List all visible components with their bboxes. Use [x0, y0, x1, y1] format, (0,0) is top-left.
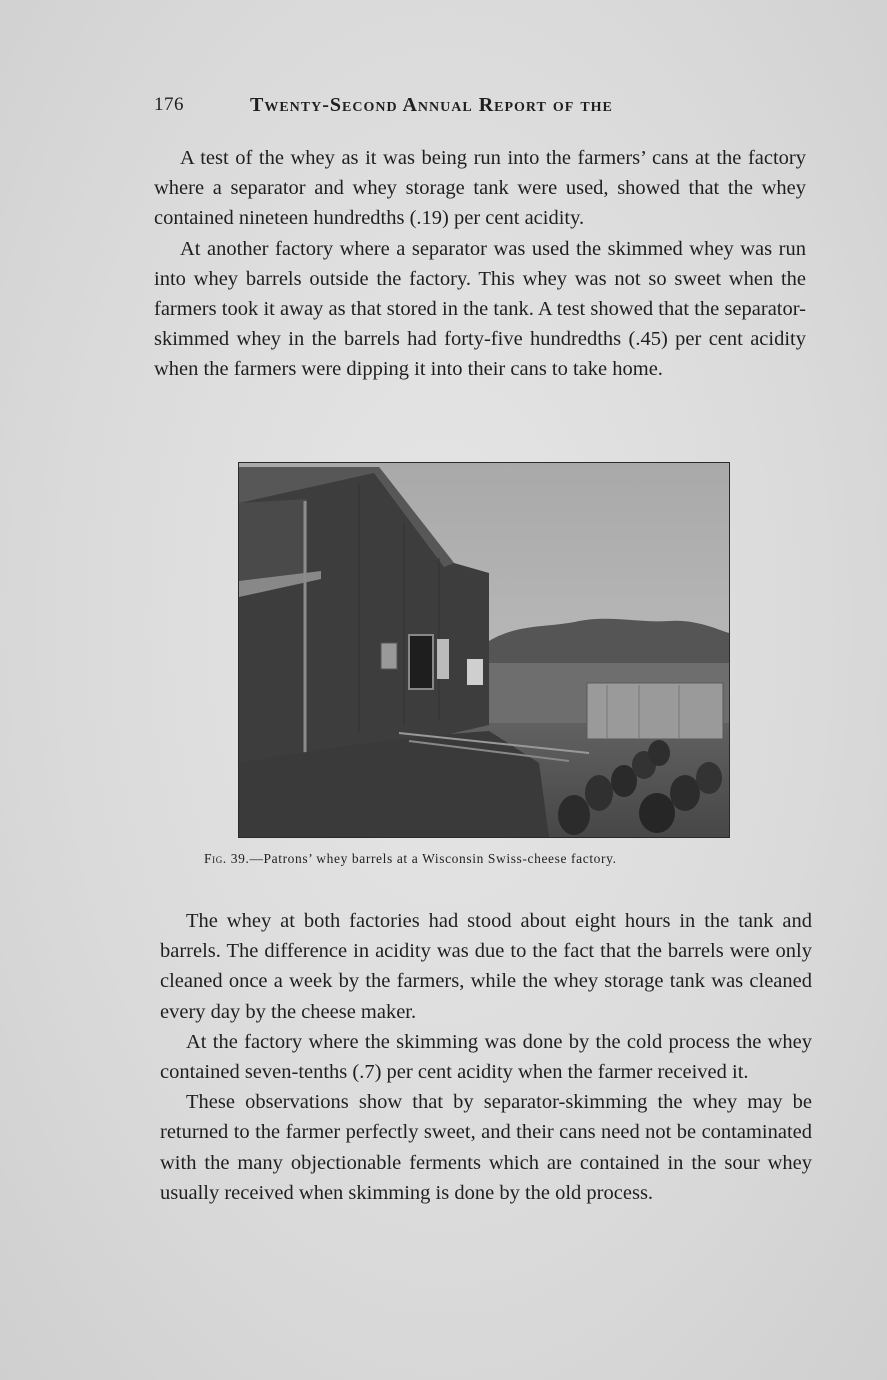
page-header [154, 94, 714, 120]
poster [467, 659, 483, 685]
barn-window [381, 643, 397, 669]
barn-door [409, 635, 433, 689]
paragraph: These observations show that by separator-skimming the whey may be returned to the farmer perfectly sweet, and their cans need not be contaminated with the many objectionable ferments which are contained in the sour whey usually received when skimming is done by the old process. [160, 1091, 812, 1204]
text-block-top [154, 143, 806, 385]
figure-label: Fig. 39. [204, 851, 250, 866]
sign [437, 639, 449, 679]
text-block-bottom [160, 906, 812, 1208]
running-head: Twenty-Second Annual Report of the [250, 94, 613, 116]
figure-caption-text: —Patrons’ whey barrels at a Wisconsin Swiss-cheese factory. [249, 851, 617, 866]
paragraph: The whey at both factories had stood about eight hours in the tank and barrels. The difference in acidity was due to the fact that the barrels were only cleaned once a week by the farmers, while the whey storage tank was cleaned every day by the cheese maker. [160, 910, 812, 1023]
paragraph: At another factory where a separator was used the skimmed whey was run into whey barrels outside the factory. This whey was not so sweet when the farmers took it away as that stored in the tank. A test showed that the separator-skimmed whey in the barrels had forty-five hundredths (.45) per cent acidity when the farmers were dipping it into their cans to take home. [154, 237, 806, 381]
photo-illustration [239, 463, 729, 837]
figure-photo-whey-barrels [238, 462, 730, 838]
paragraph: A test of the whey as it was being run into the farmers’ cans at the factory where a separator and whey storage tank were used, showed that the whey contained nineteen hundredths (.19) per cent acidity. [154, 147, 806, 230]
paragraph: At the factory where the skimming was done by the cold process the whey contained seven-tenths (.7) per cent acidity when the farmer received it. [160, 1030, 812, 1084]
page-number: 176 [154, 94, 184, 115]
figure-caption [204, 851, 764, 867]
